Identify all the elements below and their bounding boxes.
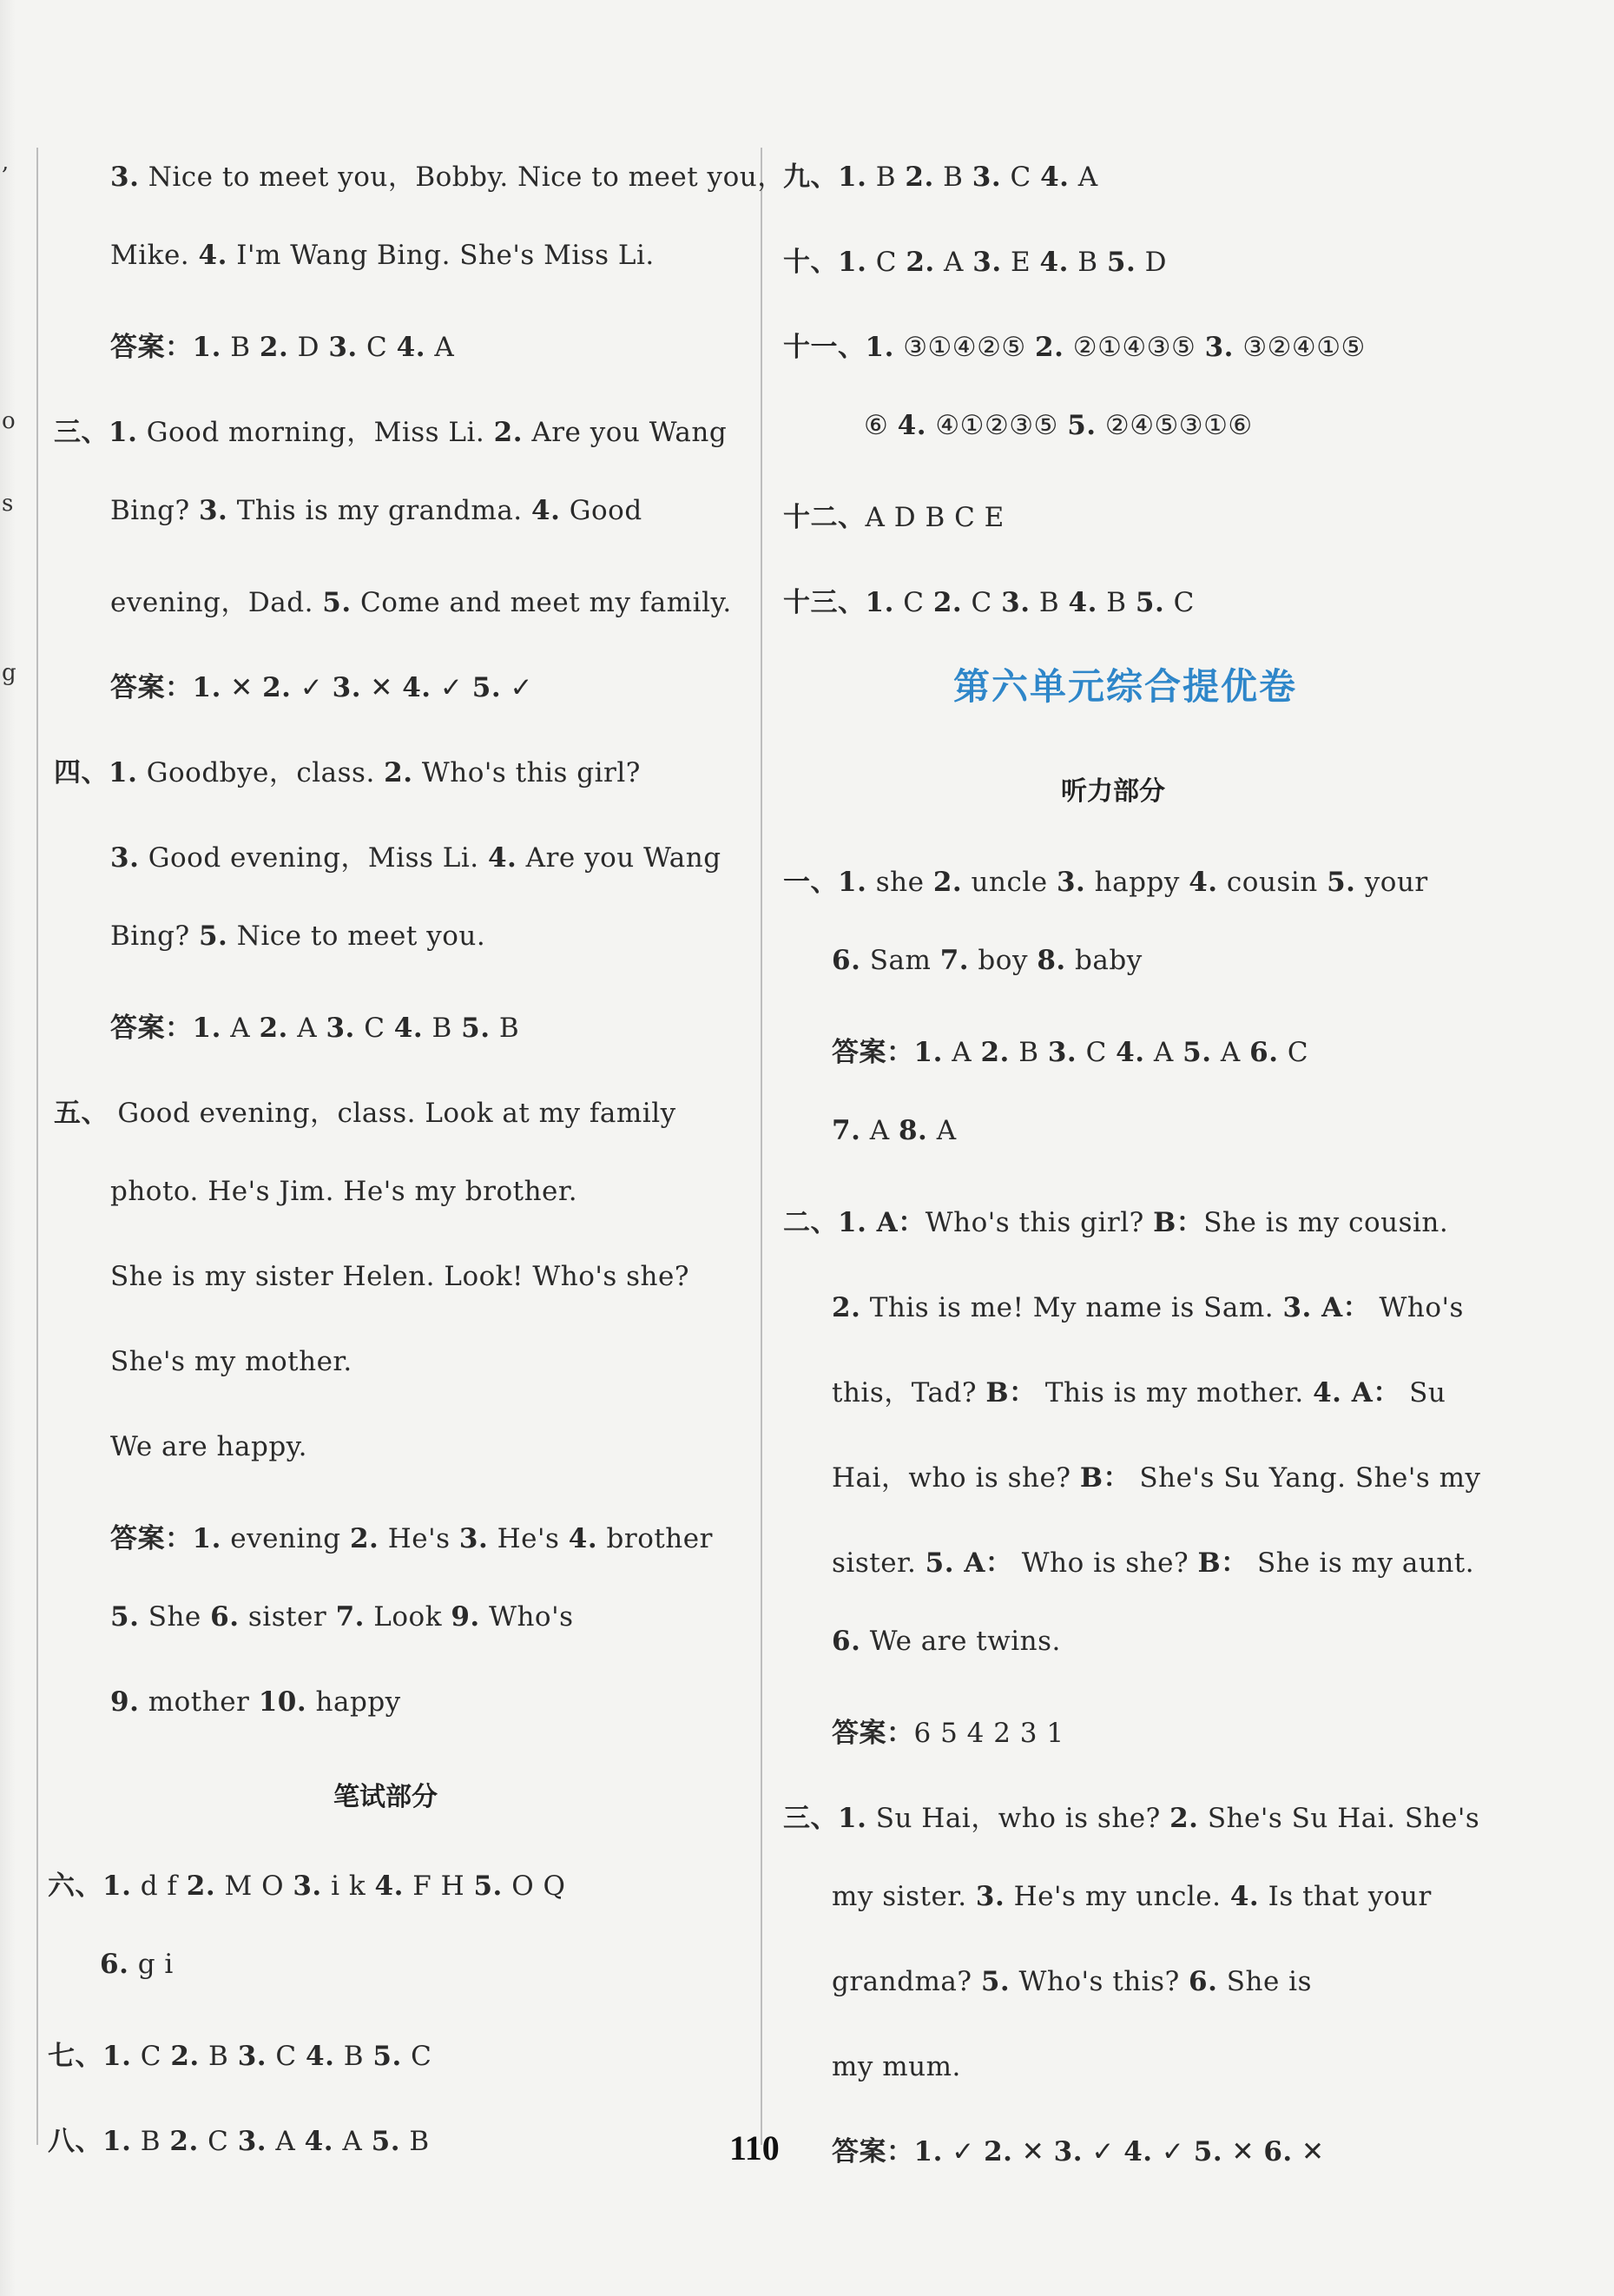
answer-line: 一、1. she 2. uncle 3. happy 4. cousin 5. your	[783, 867, 1428, 898]
answer-line: my mum.	[832, 2051, 961, 2082]
answer-line: 五、 Good evening，class. Look at my family	[54, 1098, 676, 1129]
edge-char: o	[2, 408, 16, 434]
answer-line: photo. He's Jim. He's my brother.	[110, 1176, 578, 1207]
answer-line: 三、1. Good morning，Miss Li. 2. Are you Wang	[54, 417, 728, 448]
unit-title: 第六单元综合提优卷	[953, 665, 1298, 708]
listening-section-title: 听力部分	[1061, 776, 1165, 807]
edge-char: s	[2, 491, 14, 517]
answer-key-line: 答案：1. A 2. B 3. C 4. A 5. A 6. C	[832, 1037, 1309, 1068]
answer-line: She's my mother.	[110, 1346, 352, 1377]
answer-line: Mike. 4. I'm Wang Bing. She's Miss Li.	[110, 240, 655, 271]
answer-line: this，Tad? B： This is my mother. 4. A： Su	[832, 1377, 1446, 1409]
answer-line: ⑥ 4. ④①②③⑤ 5. ②④⑤③①⑥	[864, 410, 1253, 441]
answer-key-line: 答案：6 5 4 2 3 1	[832, 1718, 1064, 1749]
answer-line: grandma? 5. Who's this? 6. She is	[832, 1966, 1313, 1997]
answer-line: 十一、1. ③①④②⑤ 2. ②①④③⑤ 3. ③②④①⑤	[783, 332, 1366, 363]
page-gutter	[0, 0, 16, 2296]
answer-line: 6. g i	[100, 1949, 174, 1980]
answer-key-line: 答案：1. A 2. A 3. C 4. B 5. B	[110, 1013, 520, 1044]
answer-line: Bing? 3. This is my grandma. 4. Good	[110, 495, 642, 526]
answer-line: 6. We are twins.	[832, 1626, 1061, 1657]
written-section-title: 笔试部分	[333, 1782, 438, 1812]
center-column-rule	[761, 148, 762, 2145]
answer-line: 十、1. C 2. A 3. E 4. B 5. D	[783, 247, 1167, 278]
answer-line: Hai，who is she? B： She's Su Yang. She's my	[832, 1462, 1481, 1494]
answer-key-line: 答案：1. ✓ 2. ✕ 3. ✓ 4. ✓ 5. ✕ 6. ✕	[832, 2136, 1325, 2167]
answer-line: 九、1. B 2. B 3. C 4. A	[783, 162, 1098, 193]
answer-line: 八、1. B 2. C 3. A 4. A 5. B	[48, 2126, 430, 2157]
answer-line: 七、1. C 2. B 3. C 4. B 5. C	[48, 2041, 432, 2072]
answer-key-line: 答案：1. ✕ 2. ✓ 3. ✕ 4. ✓ 5. ✓	[110, 672, 533, 703]
left-column-rule	[36, 148, 38, 2145]
answer-line: 二、1. A：Who's this girl? B：She is my cousin.	[783, 1207, 1449, 1238]
answer-line: my sister. 3. He's my uncle. 4. Is that your	[832, 1881, 1432, 1912]
answer-line: She is my sister Helen. Look! Who's she?	[110, 1261, 689, 1292]
answer-line: evening，Dad. 5. Come and meet my family.	[110, 587, 732, 618]
answer-line: Bing? 5. Nice to meet you.	[110, 920, 486, 952]
answer-line: 5. She 6. sister 7. Look 9. Who's	[110, 1601, 574, 1633]
answer-line: 9. mother 10. happy	[110, 1686, 401, 1718]
answer-line: 三、1. Su Hai，who is she? 2. She's Su Hai. She's	[783, 1803, 1480, 1834]
edge-char: ,	[2, 149, 10, 175]
answer-line: 六、1. d f 2. M O 3. i k 4. F H 5. O Q	[48, 1870, 566, 1902]
edge-char: g	[2, 660, 16, 686]
answer-line: sister. 5. A： Who is she? B： She is my aunt.	[832, 1547, 1475, 1579]
answer-line: 6. Sam 7. boy 8. baby	[832, 945, 1143, 976]
answer-line: 7. A 8. A	[832, 1115, 957, 1146]
answer-line: 3. Nice to meet you，Bobby. Nice to meet you，	[110, 162, 785, 193]
answer-line: 3. Good evening，Miss Li. 4. Are you Wang	[110, 842, 721, 874]
answer-line: 四、1. Goodbye，class. 2. Who's this girl?	[54, 757, 641, 788]
answer-line: We are happy.	[110, 1431, 307, 1462]
page-number: 110	[729, 2128, 780, 2167]
answer-key-line: 答案：1. evening 2. He's 3. He's 4. brother	[110, 1523, 713, 1554]
answer-key-line: 答案：1. B 2. D 3. C 4. A	[110, 332, 455, 363]
answer-line: 十二、A D B C E	[783, 502, 1005, 533]
answer-line: 2. This is me! My name is Sam. 3. A： Who's	[832, 1292, 1464, 1323]
answer-line: 十三、1. C 2. C 3. B 4. B 5. C	[783, 587, 1195, 618]
